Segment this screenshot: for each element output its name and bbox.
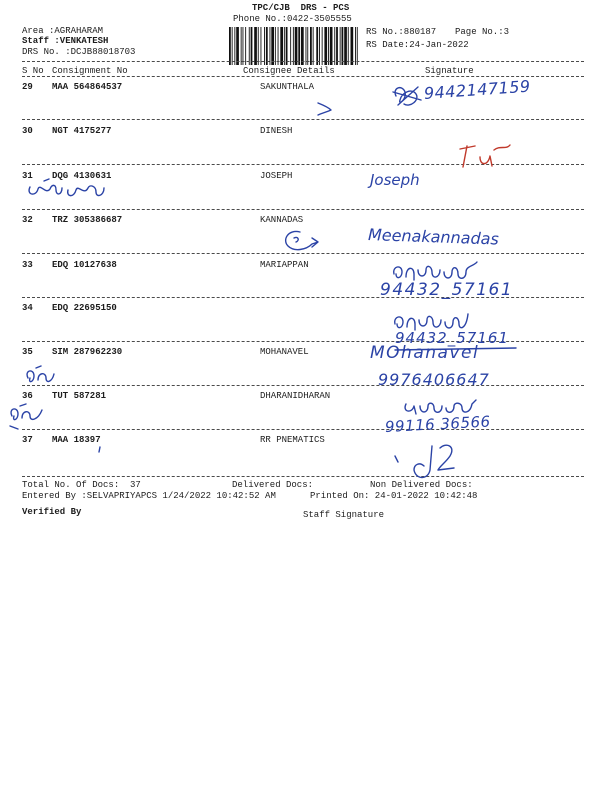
row-consignee-name: JOSEPH [260, 171, 293, 181]
row-sno: 35 [22, 347, 33, 357]
row-consignee-name: MOHANAVEL [260, 347, 309, 357]
handwritten-phone-row29: 9442147159 [423, 76, 532, 103]
signature-scribble-row37 [99, 445, 454, 477]
tamil-signature-row31-margin [29, 179, 104, 196]
printed-on: Printed On: 24-01-2022 10:42:48 [310, 491, 478, 501]
row-consignee-name: MARIAPPAN [260, 260, 309, 270]
column-header-separator [22, 76, 584, 77]
handwritten-phone-row36: 99116 36566 [384, 412, 492, 436]
row-sno: 31 [22, 171, 33, 181]
sheet-title: TPC/CJB DRS - PCS [252, 3, 350, 13]
pen-mark-row29 [318, 103, 331, 115]
row-sno: 30 [22, 126, 33, 136]
row-consignee-name: RR PNEMATICS [260, 435, 325, 445]
handwritten-name-row35: MOhanavel [370, 343, 480, 363]
row-separator [22, 429, 584, 430]
footer-separator [22, 476, 584, 477]
row-separator [22, 119, 584, 120]
handwritten-phone-row33: 94432_57161 [380, 280, 514, 300]
row-consignment-no: MAA 564864537 [52, 82, 123, 92]
row-separator [22, 164, 584, 165]
delivered-docs: Delivered Docs: [232, 480, 314, 490]
column-header-sno: S No [22, 66, 44, 76]
staff-signature-label: Staff Signature [303, 510, 385, 520]
row-consignee-name: DINESH [260, 126, 293, 136]
signature-scribble-row29 [393, 87, 421, 105]
rs-date: RS Date:24-Jan-2022 [366, 40, 469, 50]
column-header-consignee: Consignee Details [243, 66, 335, 76]
row-sno: 33 [22, 260, 33, 270]
tamil-signature-row34 [395, 314, 468, 330]
row-consignee-name: SAKUNTHALA [260, 82, 315, 92]
total-docs: Total No. Of Docs: 37 [22, 480, 141, 490]
header-separator [22, 61, 584, 62]
row-consignment-no: NGT 4175277 [52, 126, 112, 136]
handwritten-name-row31: Joseph [370, 171, 420, 189]
row-sno: 36 [22, 391, 33, 401]
page-number: Page No.:3 [455, 27, 510, 37]
row-separator [22, 385, 584, 386]
row-consignment-no: TRZ 305386687 [52, 215, 123, 225]
tamil-signature-row33 [394, 262, 477, 280]
row-consignee-name: DHARANIDHARAN [260, 391, 331, 401]
row-consignment-no: MAA 18397 [52, 435, 101, 445]
handwritten-phone-row34: 94432_57161 [395, 329, 509, 347]
handwritten-phone-row35: 9976406647 [378, 370, 490, 389]
staff-field: Staff :VENKATESH [22, 36, 109, 46]
row-consignment-no: TUT 587281 [52, 391, 107, 401]
row-consignment-no: EDQ 22695150 [52, 303, 117, 313]
row-consignment-no: DQG 4130631 [52, 171, 112, 181]
row-consignment-no: EDQ 10127638 [52, 260, 117, 270]
tamil-signature-row36-margin [10, 404, 42, 429]
non-delivered-docs: Non Delivered Docs: [370, 480, 473, 490]
row-sno: 29 [22, 82, 33, 92]
row-consignee-name: KANNADAS [260, 215, 304, 225]
row-sno: 32 [22, 215, 33, 225]
phone-number: Phone No.:0422-3505555 [233, 14, 352, 24]
row-sno: 34 [22, 303, 33, 313]
column-header-consignment: Consignment No [52, 66, 128, 76]
rs-number: RS No.:880187 [366, 27, 437, 37]
area-field: Area :AGRAHARAM [22, 26, 104, 36]
tamil-signature-row36 [405, 400, 476, 414]
verified-by: Verified By [22, 507, 82, 517]
entered-by: Entered By :SELVAPRIYAPCS 1/24/2022 10:42:52 AM [22, 491, 276, 501]
column-header-signature: Signature [425, 66, 474, 76]
row-consignment-no: SIM 287962230 [52, 347, 123, 357]
row-separator [22, 253, 584, 254]
barcode [229, 27, 359, 65]
tamil-signature-row35-margin [27, 366, 54, 382]
handwritten-name-row32: Meenakannadas [367, 225, 500, 249]
pen-mark-row32 [286, 231, 318, 249]
row-separator [22, 209, 584, 210]
row-sno: 37 [22, 435, 33, 445]
drs-number: DRS No. :DCJB88018703 [22, 47, 136, 57]
